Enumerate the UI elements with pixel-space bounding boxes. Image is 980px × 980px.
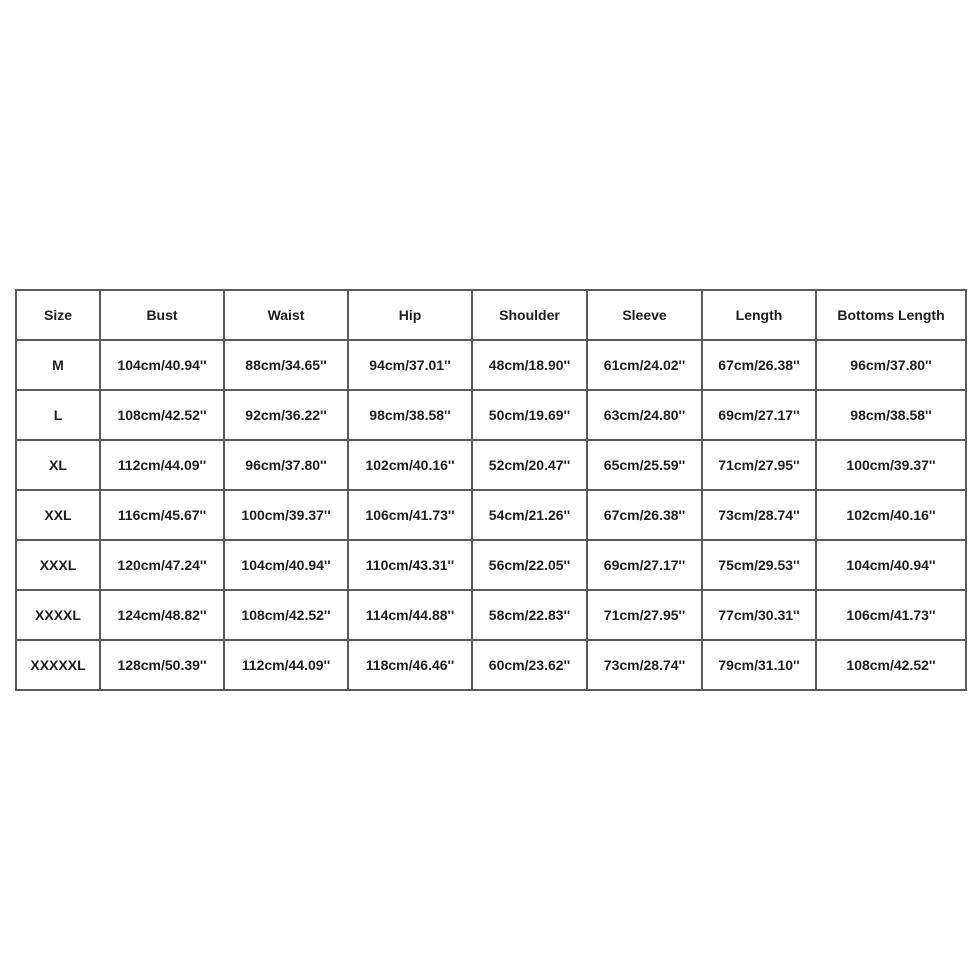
cell-hip: 102cm/40.16'' <box>348 440 472 490</box>
size-chart-container <box>15 289 965 690</box>
header-size: Size <box>16 290 100 340</box>
cell-sleeve: 63cm/24.80'' <box>587 390 702 440</box>
table-row <box>16 390 966 440</box>
table-row <box>16 590 966 640</box>
cell-length: 71cm/27.95'' <box>702 440 816 490</box>
cell-hip: 106cm/41.73'' <box>348 490 472 540</box>
cell-bottoms-length: 104cm/40.94'' <box>816 540 966 590</box>
cell-size: XL <box>16 440 100 490</box>
cell-length: 69cm/27.17'' <box>702 390 816 440</box>
cell-hip: 118cm/46.46'' <box>348 640 472 690</box>
cell-length: 75cm/29.53'' <box>702 540 816 590</box>
cell-sleeve: 71cm/27.95'' <box>587 590 702 640</box>
cell-size: L <box>16 390 100 440</box>
cell-shoulder: 50cm/19.69'' <box>472 390 587 440</box>
cell-bust: 108cm/42.52'' <box>100 390 224 440</box>
header-waist: Waist <box>224 290 348 340</box>
cell-bust: 104cm/40.94'' <box>100 340 224 390</box>
cell-sleeve: 61cm/24.02'' <box>587 340 702 390</box>
cell-shoulder: 58cm/22.83'' <box>472 590 587 640</box>
cell-sleeve: 69cm/27.17'' <box>587 540 702 590</box>
cell-size: XXXXL <box>16 590 100 640</box>
header-bottoms-length: Bottoms Length <box>816 290 966 340</box>
cell-hip: 110cm/43.31'' <box>348 540 472 590</box>
header-sleeve: Sleeve <box>587 290 702 340</box>
cell-shoulder: 52cm/20.47'' <box>472 440 587 490</box>
cell-hip: 114cm/44.88'' <box>348 590 472 640</box>
cell-waist: 112cm/44.09'' <box>224 640 348 690</box>
cell-length: 67cm/26.38'' <box>702 340 816 390</box>
cell-bottoms-length: 102cm/40.16'' <box>816 490 966 540</box>
cell-bust: 128cm/50.39'' <box>100 640 224 690</box>
cell-size: XXXL <box>16 540 100 590</box>
cell-bottoms-length: 108cm/42.52'' <box>816 640 966 690</box>
cell-shoulder: 54cm/21.26'' <box>472 490 587 540</box>
cell-waist: 108cm/42.52'' <box>224 590 348 640</box>
cell-hip: 98cm/38.58'' <box>348 390 472 440</box>
header-length: Length <box>702 290 816 340</box>
cell-waist: 104cm/40.94'' <box>224 540 348 590</box>
table-row <box>16 540 966 590</box>
cell-bust: 124cm/48.82'' <box>100 590 224 640</box>
table-row <box>16 640 966 690</box>
cell-size: XXXXXL <box>16 640 100 690</box>
header-shoulder: Shoulder <box>472 290 587 340</box>
cell-length: 77cm/30.31'' <box>702 590 816 640</box>
cell-hip: 94cm/37.01'' <box>348 340 472 390</box>
cell-length: 79cm/31.10'' <box>702 640 816 690</box>
cell-bottoms-length: 98cm/38.58'' <box>816 390 966 440</box>
cell-shoulder: 48cm/18.90'' <box>472 340 587 390</box>
cell-sleeve: 65cm/25.59'' <box>587 440 702 490</box>
cell-waist: 96cm/37.80'' <box>224 440 348 490</box>
cell-bottoms-length: 106cm/41.73'' <box>816 590 966 640</box>
cell-bust: 112cm/44.09'' <box>100 440 224 490</box>
cell-sleeve: 67cm/26.38'' <box>587 490 702 540</box>
cell-bottoms-length: 100cm/39.37'' <box>816 440 966 490</box>
header-row <box>16 290 966 340</box>
table-row <box>16 490 966 540</box>
cell-sleeve: 73cm/28.74'' <box>587 640 702 690</box>
cell-size: M <box>16 340 100 390</box>
table-row <box>16 440 966 490</box>
cell-shoulder: 60cm/23.62'' <box>472 640 587 690</box>
header-bust: Bust <box>100 290 224 340</box>
cell-size: XXL <box>16 490 100 540</box>
header-hip: Hip <box>348 290 472 340</box>
cell-bust: 120cm/47.24'' <box>100 540 224 590</box>
size-chart-table <box>15 289 967 691</box>
table-row <box>16 340 966 390</box>
cell-bottoms-length: 96cm/37.80'' <box>816 340 966 390</box>
cell-waist: 92cm/36.22'' <box>224 390 348 440</box>
cell-length: 73cm/28.74'' <box>702 490 816 540</box>
cell-waist: 100cm/39.37'' <box>224 490 348 540</box>
cell-bust: 116cm/45.67'' <box>100 490 224 540</box>
cell-waist: 88cm/34.65'' <box>224 340 348 390</box>
cell-shoulder: 56cm/22.05'' <box>472 540 587 590</box>
